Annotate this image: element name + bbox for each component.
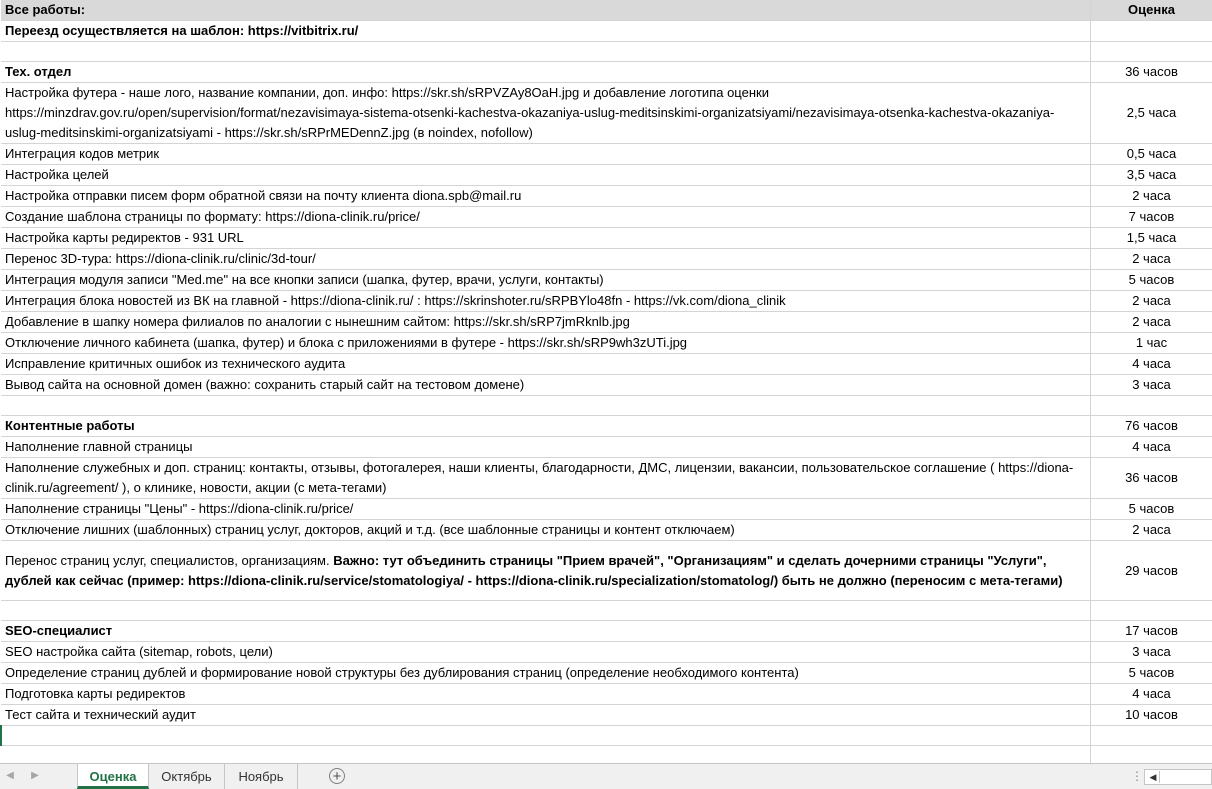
cell-work-description[interactable] — [1, 291, 1090, 312]
work-description-text: Наполнение главной страницы — [5, 439, 193, 454]
cell-work-description[interactable] — [1, 642, 1090, 663]
cell-estimate[interactable] — [1090, 21, 1212, 42]
work-description-text: Контентные работы — [5, 418, 135, 433]
table-row — [1, 684, 1212, 705]
cell-estimate[interactable]: 3 часа — [1090, 375, 1212, 396]
cell-estimate[interactable]: 0,5 часа — [1090, 144, 1212, 165]
work-description-text: Настройка футера - наше лого, название компании, доп. инфо: https://skr.sh/sRPVZAy8OaH.jpg и добавление логотипа оценки https://minzdrav.gov.ru/open/supervision/format/nezavisimaya-sistema-otsenki-kachestva-okazaniya-uslug-meditsinskimi-organizatsiyami/nezavisimaya-otsenka-kachestva-okazaniya-uslug-meditsinskimi-organizatsiyami - https://skr.sh/sRPrMEDennZ.jpg (в noindex, nofollow) — [5, 85, 1055, 140]
table-row — [1, 207, 1212, 228]
triangle-right-icon[interactable]: ▶ — [31, 770, 39, 781]
work-description-text: Тех. отдел — [5, 64, 72, 79]
cell-estimate[interactable]: 5 часов — [1090, 499, 1212, 520]
cell-work-description[interactable] — [1, 375, 1090, 396]
tab-noyabr[interactable]: Ноябрь — [225, 764, 298, 789]
cell-work-description[interactable] — [1, 354, 1090, 375]
table-row — [1, 499, 1212, 520]
work-description-text: Создание шаблона страницы по формату: https://diona-clinik.ru/price/ — [5, 209, 420, 224]
cell-estimate[interactable]: 76 часов — [1090, 416, 1212, 437]
cell-estimate[interactable]: 1,5 часа — [1090, 228, 1212, 249]
cell-estimate[interactable]: 2 часа — [1090, 186, 1212, 207]
cell-work-description[interactable] — [1, 541, 1090, 601]
cell-estimate[interactable]: 2 часа — [1090, 249, 1212, 270]
table-row — [1, 520, 1212, 541]
table-row — [1, 375, 1212, 396]
cell-estimate[interactable]: 17 часов — [1090, 621, 1212, 642]
table-row — [1, 312, 1212, 333]
cell-estimate[interactable]: 2,5 часа — [1090, 83, 1212, 144]
table-row — [1, 42, 1212, 62]
work-description-text: Настройка отправки писем форм обратной связи на почту клиента diona.spb@mail.ru — [5, 188, 522, 203]
cell-work-description[interactable] — [1, 42, 1090, 62]
cell-work-description[interactable] — [1, 333, 1090, 354]
cell-work-description[interactable] — [1, 621, 1090, 642]
sheet-tab-bar — [0, 763, 1212, 789]
cell-estimate[interactable]: 36 часов — [1090, 458, 1212, 499]
cell-work-description[interactable] — [1, 207, 1090, 228]
work-description-text: Интеграция модуля записи "Med.me" на все кнопки записи (шапка, футер, врачи, услуги, контакты) — [5, 272, 604, 287]
table-row — [1, 83, 1212, 144]
table-row — [1, 249, 1212, 270]
cell-work-description[interactable] — [1, 21, 1090, 42]
cell-estimate[interactable] — [1090, 601, 1212, 621]
table-row — [1, 726, 1212, 746]
cell-work-description[interactable] — [1, 83, 1090, 144]
work-description-text: Определение страниц дублей и формирование новой структуры без дублирования страниц (определение необходимого контента) — [5, 665, 799, 680]
table-row — [1, 541, 1212, 601]
cell-work-description[interactable] — [1, 663, 1090, 684]
cell-work-description[interactable] — [1, 499, 1090, 520]
work-description-text: Перенос страниц услуг, специалистов, организациям. — [5, 552, 334, 568]
cell-work-description[interactable] — [1, 746, 1090, 764]
cell-estimate[interactable] — [1090, 726, 1212, 746]
work-description-text: Наполнение служебных и доп. страниц: контакты, отзывы, фотогалерея, наши клиенты, благодарности, ДМС, лицензии, вакансии, пользовательское соглашение ( https://diona-clinik.ru/agreement/ ), о клинике, новости, акции (с мета-тегами) — [5, 460, 1074, 495]
cell-work-description[interactable] — [1, 249, 1090, 270]
table-body — [1, 0, 1212, 763]
table-row — [1, 396, 1212, 416]
table-row — [1, 21, 1212, 42]
table-row — [1, 144, 1212, 165]
cell-work-description[interactable] — [1, 62, 1090, 83]
scroll-left-icon[interactable]: ◀ — [1147, 771, 1160, 783]
work-description-text: Настройка карты редиректов - 931 URL — [5, 230, 244, 245]
scroll-split-handle-icon[interactable]: ⋮ — [1131, 769, 1143, 783]
work-description-text: Перенос 3D-тура: https://diona-clinik.ru/clinic/3d-tour/ — [5, 251, 316, 266]
cell-estimate[interactable]: 5 часов — [1090, 270, 1212, 291]
cell-estimate[interactable]: 10 часов — [1090, 705, 1212, 726]
work-description-emphasis: Важно: тут объединить страницы "Прием врачей", "Организациям" и сделать дочерними страницы "Услуги", дублей как сейчас (пример: https://diona-clinik.ru/service/stomatologiya/ - https://diona-clinik.ru/specialization/stomatolog/) быть не должно (переносим с мета-тегами) — [5, 552, 1063, 588]
cell-work-description[interactable] — [1, 186, 1090, 207]
cell-work-description[interactable] — [1, 396, 1090, 416]
table-row — [1, 705, 1212, 726]
cell-estimate[interactable] — [1090, 396, 1212, 416]
table-row — [1, 291, 1212, 312]
work-description-text: Исправление критичных ошибок из технического аудита — [5, 356, 346, 371]
plus-circle-icon[interactable]: + — [329, 768, 345, 784]
table-row — [1, 165, 1212, 186]
cell-work-description[interactable] — [1, 458, 1090, 499]
work-description-text: Подготовка карты редиректов — [5, 686, 186, 701]
cell-estimate[interactable]: 2 часа — [1090, 520, 1212, 541]
cell-estimate[interactable]: 4 часа — [1090, 437, 1212, 458]
table-row — [1, 186, 1212, 207]
triangle-left-icon[interactable]: ◀ — [6, 770, 14, 781]
cell-estimate[interactable]: 29 часов — [1090, 541, 1212, 601]
work-description-text: Интеграция блока новостей из ВК на главной - https://diona-clinik.ru/ : https://skrinshoter.ru/sRPBYlo48fn - https://vk.com/diona_clinik — [5, 293, 786, 308]
cell-work-description[interactable] — [1, 601, 1090, 621]
table-row — [1, 437, 1212, 458]
table-row — [1, 354, 1212, 375]
table-row — [1, 416, 1212, 437]
work-description-text: Интеграция кодов метрик — [5, 146, 160, 161]
table-row — [1, 621, 1212, 642]
header-row — [1, 0, 1212, 21]
cell-work-description[interactable] — [1, 684, 1090, 705]
cell-work-description[interactable] — [1, 705, 1090, 726]
table-row — [1, 663, 1212, 684]
tab-ocenka[interactable]: Оценка — [77, 764, 149, 789]
horizontal-scrollbar[interactable] — [1144, 769, 1212, 785]
work-description-text: Тест сайта и технический аудит — [5, 707, 196, 722]
table-row — [1, 62, 1212, 83]
cell-work-description[interactable] — [1, 144, 1090, 165]
table-row — [1, 642, 1212, 663]
table-row — [1, 746, 1212, 764]
work-description-text: Отключение личного кабинета (шапка, футер) и блока с приложениями в футере - https://skr.sh/sRP9wh3zUTi.jpg — [5, 335, 688, 350]
cell-estimate[interactable]: 36 часов — [1090, 62, 1212, 83]
table-row — [1, 333, 1212, 354]
cell-estimate[interactable]: 1 час — [1090, 333, 1212, 354]
cell-estimate[interactable]: 4 часа — [1090, 684, 1212, 705]
cell-estimate[interactable]: 2 часа — [1090, 291, 1212, 312]
cell-work-description[interactable] — [1, 165, 1090, 186]
header-cell-works[interactable]: Все работы: — [1, 0, 1090, 21]
work-description-text: Переезд осуществляется на шаблон: https://vitbitrix.ru/ — [5, 23, 359, 38]
cell-work-description[interactable] — [1, 312, 1090, 333]
cell-work-description[interactable] — [1, 726, 1090, 746]
cell-estimate[interactable]: 2 часа — [1090, 312, 1212, 333]
cell-estimate[interactable]: 3 часа — [1090, 642, 1212, 663]
cell-work-description[interactable] — [1, 228, 1090, 249]
cell-estimate[interactable] — [1090, 746, 1212, 764]
work-description-text: Наполнение страницы "Цены" - https://diona-clinik.ru/price/ — [5, 501, 354, 516]
work-description-text: SEO настройка сайта (sitemap, robots, цели) — [5, 644, 273, 659]
cell-work-description[interactable] — [1, 416, 1090, 437]
cell-estimate[interactable]: 7 часов — [1090, 207, 1212, 228]
cell-work-description[interactable] — [1, 520, 1090, 541]
table-row — [1, 270, 1212, 291]
table-row — [1, 458, 1212, 499]
table-row — [1, 228, 1212, 249]
header-cell-estimate[interactable]: Оценка — [1090, 0, 1212, 21]
work-description-text: Вывод сайта на основной домен (важно: сохранить старый сайт на тестовом домене) — [5, 377, 525, 392]
work-description-text: SEO-специалист — [5, 623, 113, 638]
cell-work-description[interactable] — [1, 437, 1090, 458]
cell-estimate[interactable]: 3,5 часа — [1090, 165, 1212, 186]
table-row — [1, 601, 1212, 621]
work-description-text: Настройка целей — [5, 167, 109, 182]
work-description-text: Добавление в шапку номера филиалов по аналогии с нынешним сайтом: https://skr.sh/sRP7jmRknlb.jpg — [5, 314, 630, 329]
work-description-text: Отключение лишних (шаблонных) страниц услуг, докторов, акций и т.д. (все шаблонные страницы и контент отключаем) — [5, 522, 735, 537]
cell-estimate[interactable]: 4 часа — [1090, 354, 1212, 375]
cell-estimate[interactable]: 5 часов — [1090, 663, 1212, 684]
tab-oktyabr[interactable]: Октябрь — [149, 764, 225, 789]
cell-estimate[interactable] — [1090, 42, 1212, 62]
cell-work-description[interactable] — [1, 270, 1090, 291]
